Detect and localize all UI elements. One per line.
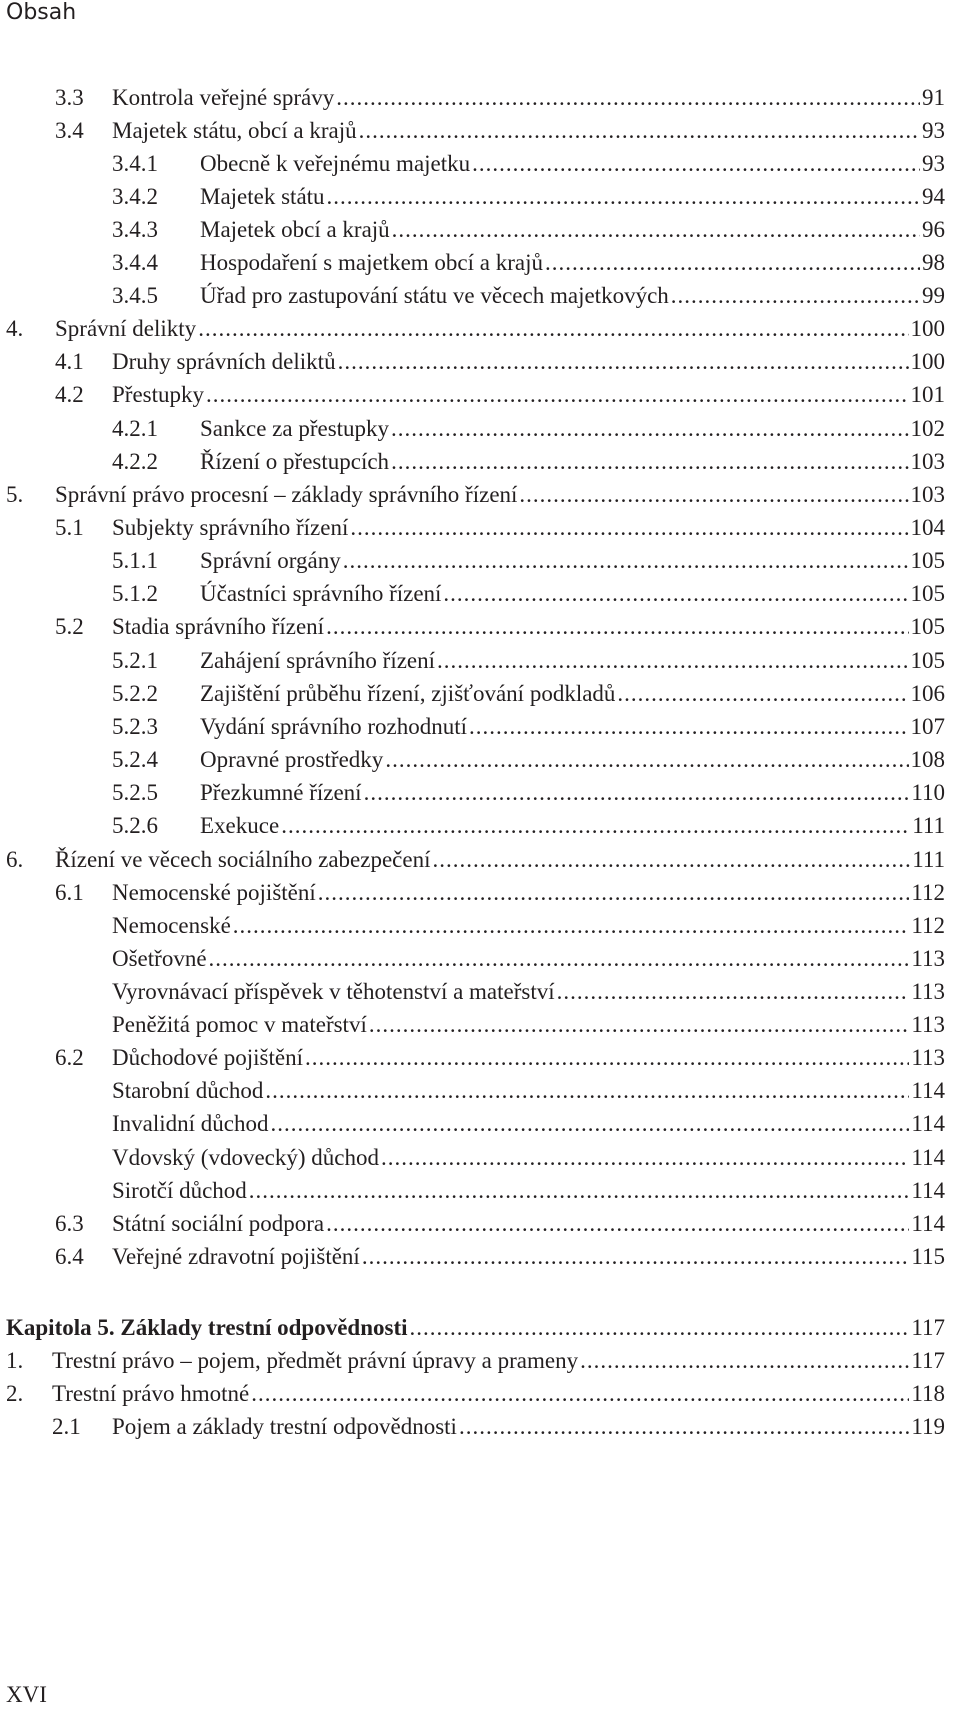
toc-entry-number: 6.2 bbox=[55, 1045, 84, 1070]
toc-entry bbox=[0, 378, 945, 412]
dot-leader bbox=[198, 312, 908, 346]
toc-entry bbox=[0, 610, 945, 644]
toc-entry bbox=[0, 909, 945, 943]
toc-entry-page: 117 bbox=[911, 1315, 945, 1340]
toc-entry-title: Druhy správních deliktů bbox=[112, 349, 336, 374]
toc-entry-title: Subjekty správního řízení bbox=[112, 515, 349, 540]
toc-entry-page: 111 bbox=[912, 813, 945, 838]
toc-entry-title: Veřejné zdravotní pojištění bbox=[112, 1244, 360, 1269]
toc-entry-page: 105 bbox=[910, 581, 945, 606]
toc-entry-title: Starobní důchod bbox=[112, 1078, 264, 1103]
dot-leader bbox=[617, 677, 908, 711]
toc-entry-title: Invalidní důchod bbox=[112, 1111, 269, 1136]
toc-entry bbox=[0, 1107, 945, 1141]
toc-entry-page: 100 bbox=[910, 349, 945, 374]
toc-entry-title: Vyrovnávací příspěvek v těhotenství a mateřství bbox=[112, 979, 555, 1004]
toc-entry bbox=[0, 81, 945, 115]
dot-leader bbox=[233, 909, 910, 943]
toc-entry-number: 5.1.2 bbox=[112, 581, 158, 606]
toc-entry-title: Kapitola 5. Základy trestní odpovědnosti bbox=[6, 1315, 408, 1340]
dot-leader bbox=[326, 1207, 909, 1241]
dot-leader bbox=[545, 246, 920, 280]
toc-entry-page: 105 bbox=[910, 614, 945, 639]
toc-entry-number: 5.2.2 bbox=[112, 681, 158, 706]
dot-leader bbox=[206, 378, 909, 412]
toc-entry-number: 2. bbox=[6, 1381, 24, 1406]
toc-entry bbox=[0, 213, 945, 247]
toc-entry-title: Nemocenské bbox=[112, 913, 231, 938]
toc-entry-page: 101 bbox=[910, 382, 945, 407]
toc-entry bbox=[0, 1041, 945, 1075]
dot-leader bbox=[469, 710, 908, 744]
toc-entry-page: 113 bbox=[911, 1045, 945, 1070]
toc-entry bbox=[0, 1008, 945, 1042]
toc-entry-number: 3.4.5 bbox=[112, 283, 158, 308]
toc-entry-number: 5. bbox=[6, 482, 24, 507]
toc-entry-page: 119 bbox=[911, 1414, 945, 1439]
dot-leader bbox=[671, 279, 920, 313]
dot-leader bbox=[281, 809, 910, 843]
toc-entry-number: 4.2 bbox=[55, 382, 84, 407]
dot-leader bbox=[265, 1074, 909, 1108]
toc-entry-page: 117 bbox=[911, 1348, 945, 1373]
dot-leader bbox=[391, 412, 908, 446]
dot-leader bbox=[443, 577, 908, 611]
dot-leader bbox=[392, 213, 920, 247]
toc-entry bbox=[0, 1240, 945, 1274]
toc-entry-number: 3.4.4 bbox=[112, 250, 158, 275]
dot-leader bbox=[318, 876, 910, 910]
dot-leader bbox=[432, 843, 910, 877]
toc-entry-title: Důchodové pojištění bbox=[112, 1045, 303, 1070]
toc-entry bbox=[0, 644, 945, 678]
toc-entry-number: 6.4 bbox=[55, 1244, 84, 1269]
toc-entry-title: Vydání správního rozhodnutí bbox=[200, 714, 468, 739]
dot-leader bbox=[557, 975, 910, 1009]
toc-entry bbox=[0, 809, 945, 843]
dot-leader bbox=[336, 81, 920, 115]
toc-entry bbox=[0, 975, 945, 1009]
toc-entry-title: Řízení ve věcech sociálního zabezpečení bbox=[55, 847, 431, 872]
toc-entry-number: 3.3 bbox=[55, 85, 84, 110]
toc-entry bbox=[0, 1174, 945, 1208]
toc-entry-title: Stadia správního řízení bbox=[112, 614, 325, 639]
toc-entry-page: 113 bbox=[911, 1012, 945, 1037]
toc-entry bbox=[0, 279, 945, 313]
toc-entry bbox=[0, 942, 945, 976]
running-head: Obsah bbox=[6, 0, 77, 25]
toc-entry bbox=[0, 478, 945, 512]
toc-entry-page: 110 bbox=[911, 780, 945, 805]
toc-entry bbox=[0, 677, 945, 711]
toc-entry-number: 4.2.2 bbox=[112, 449, 158, 474]
dot-leader bbox=[385, 743, 908, 777]
toc-entry-title: Obecně k veřejnému majetku bbox=[200, 151, 471, 176]
toc-entry-number: 5.1.1 bbox=[112, 548, 158, 573]
dot-leader bbox=[580, 1344, 909, 1378]
toc-entry-page: 96 bbox=[922, 217, 945, 242]
toc-entry-title: Kontrola veřejné správy bbox=[112, 85, 335, 110]
toc-entry-title: Majetek státu, obcí a krajů bbox=[112, 118, 357, 143]
dot-leader bbox=[362, 1240, 910, 1274]
toc-entry bbox=[0, 345, 945, 379]
toc-entry-number: 5.2.6 bbox=[112, 813, 158, 838]
toc-entry bbox=[0, 876, 945, 910]
dot-leader bbox=[251, 1377, 909, 1411]
toc-entry-page: 114 bbox=[911, 1178, 945, 1203]
dot-leader bbox=[410, 1311, 910, 1345]
dot-leader bbox=[209, 942, 910, 976]
toc-entry-number: 6.1 bbox=[55, 880, 84, 905]
toc-entry bbox=[0, 1074, 945, 1108]
toc-entry bbox=[0, 1207, 945, 1241]
toc-entry bbox=[0, 1377, 945, 1411]
toc-entry-number: 5.2.3 bbox=[112, 714, 158, 739]
toc-entry-page: 102 bbox=[910, 416, 945, 441]
toc-entry-number: 5.2.4 bbox=[112, 747, 158, 772]
toc-entry bbox=[0, 710, 945, 744]
toc-entry-title: Exekuce bbox=[200, 813, 280, 838]
toc-entry-number: 3.4.1 bbox=[112, 151, 158, 176]
toc-entry-page: 93 bbox=[922, 118, 945, 143]
toc-entry bbox=[0, 412, 945, 446]
dot-leader bbox=[391, 445, 908, 479]
toc-entry bbox=[0, 114, 945, 148]
toc-entry bbox=[0, 1410, 945, 1444]
toc-entry-page: 118 bbox=[911, 1381, 945, 1406]
toc-entry bbox=[0, 1311, 945, 1345]
toc-entry-title: Hospodaření s majetkem obcí a krajů bbox=[200, 250, 543, 275]
toc-entry-title: Trestní právo hmotné bbox=[52, 1381, 250, 1406]
toc-entry-page: 94 bbox=[922, 184, 945, 209]
toc-entry-title: Sankce za přestupky bbox=[200, 416, 390, 441]
toc-entry-number: 4. bbox=[6, 316, 24, 341]
dot-leader bbox=[271, 1107, 910, 1141]
toc-entry bbox=[0, 544, 945, 578]
toc-entry-page: 103 bbox=[910, 449, 945, 474]
toc-entry-title: Peněžitá pomoc v mateřství bbox=[112, 1012, 367, 1037]
toc-entry-title: Trestní právo – pojem, předmět právní úpravy a prameny bbox=[52, 1348, 579, 1373]
toc-entry-page: 112 bbox=[911, 913, 945, 938]
toc-entry-title: Nemocenské pojištění bbox=[112, 880, 316, 905]
toc-entry-number: 2.1 bbox=[52, 1414, 81, 1439]
dot-leader bbox=[350, 511, 908, 545]
toc-entry-page: 113 bbox=[911, 979, 945, 1004]
dot-leader bbox=[364, 776, 910, 810]
toc-entry-page: 103 bbox=[910, 482, 945, 507]
toc-entry-page: 91 bbox=[922, 85, 945, 110]
toc-entry bbox=[0, 312, 945, 346]
dot-leader bbox=[381, 1141, 909, 1175]
toc-entry-number: 5.2.1 bbox=[112, 648, 158, 673]
toc-entry-page: 115 bbox=[911, 1244, 945, 1269]
toc-entry-title: Správní orgány bbox=[200, 548, 341, 573]
toc-entry-title: Účastníci správního řízení bbox=[200, 581, 442, 606]
toc-entry-page: 100 bbox=[910, 316, 945, 341]
toc-entry-page: 105 bbox=[910, 648, 945, 673]
toc-entry-page: 114 bbox=[911, 1145, 945, 1170]
toc-entry-page: 111 bbox=[912, 847, 945, 872]
toc-entry-title: Majetek státu bbox=[200, 184, 325, 209]
toc-entry-title: Zajištění průběhu řízení, zjišťování podkladů bbox=[200, 681, 616, 706]
toc-entry-page: 114 bbox=[911, 1078, 945, 1103]
toc-entry-page: 114 bbox=[911, 1211, 945, 1236]
toc-entry-title: Ošetřovné bbox=[112, 946, 207, 971]
dot-leader bbox=[343, 544, 909, 578]
toc-entry-title: Zahájení správního řízení bbox=[200, 648, 436, 673]
toc-entry-page: 105 bbox=[910, 548, 945, 573]
toc-entry bbox=[0, 1141, 945, 1175]
toc-entry bbox=[0, 147, 945, 181]
toc-entry-page: 106 bbox=[910, 681, 945, 706]
page-folio: XVI bbox=[6, 1682, 47, 1707]
toc-entry bbox=[0, 743, 945, 777]
toc-entry bbox=[0, 1344, 945, 1378]
toc-entry-title: Úřad pro zastupování státu ve věcech majetkových bbox=[200, 283, 669, 308]
dot-leader bbox=[437, 644, 908, 678]
toc-entry-title: Sirotčí důchod bbox=[112, 1178, 247, 1203]
toc-entry-number: 4.1 bbox=[55, 349, 84, 374]
toc-entry-number: 5.1 bbox=[55, 515, 84, 540]
toc-entry-page: 108 bbox=[910, 747, 945, 772]
toc-entry-title: Přezkumné řízení bbox=[200, 780, 362, 805]
dot-leader bbox=[326, 610, 908, 644]
toc-entry-number: 1. bbox=[6, 1348, 24, 1373]
toc-entry-title: Řízení o přestupcích bbox=[200, 449, 390, 474]
dot-leader bbox=[305, 1041, 909, 1075]
dot-leader bbox=[369, 1008, 910, 1042]
toc-entry-title: Správní delikty bbox=[55, 316, 197, 341]
dot-leader bbox=[338, 345, 909, 379]
toc-entry-title: Opravné prostředky bbox=[200, 747, 384, 772]
toc-entry bbox=[0, 445, 945, 479]
toc-entry-page: 107 bbox=[910, 714, 945, 739]
toc-entry-page: 104 bbox=[910, 515, 945, 540]
toc-entry-number: 4.2.1 bbox=[112, 416, 158, 441]
toc-entry-title: Přestupky bbox=[112, 382, 204, 407]
toc-entry bbox=[0, 843, 945, 877]
toc-entry-number: 5.2.5 bbox=[112, 780, 158, 805]
toc-entry-page: 114 bbox=[911, 1111, 945, 1136]
toc-entry-title: Pojem a základy trestní odpovědnosti bbox=[112, 1414, 457, 1439]
toc-entry-number: 6. bbox=[6, 847, 24, 872]
toc-entry-title: Správní právo procesní – základy správního řízení bbox=[55, 482, 518, 507]
dot-leader bbox=[472, 147, 920, 181]
dot-leader bbox=[327, 180, 920, 214]
toc-entry bbox=[0, 776, 945, 810]
toc-entry bbox=[0, 180, 945, 214]
toc-entry-title: Majetek obcí a krajů bbox=[200, 217, 390, 242]
toc-entry-page: 93 bbox=[922, 151, 945, 176]
toc-entry-title: Státní sociální podpora bbox=[112, 1211, 325, 1236]
toc-entry-page: 113 bbox=[911, 946, 945, 971]
dot-leader bbox=[359, 114, 920, 148]
dot-leader bbox=[459, 1410, 909, 1444]
toc-entry-number: 3.4.3 bbox=[112, 217, 158, 242]
toc-entry-page: 98 bbox=[922, 250, 945, 275]
toc-entry-page: 112 bbox=[911, 880, 945, 905]
toc-entry-number: 3.4 bbox=[55, 118, 84, 143]
toc-entry-page: 99 bbox=[922, 283, 945, 308]
toc-entry-number: 3.4.2 bbox=[112, 184, 158, 209]
dot-leader bbox=[249, 1174, 910, 1208]
toc-entry-number: 5.2 bbox=[55, 614, 84, 639]
toc-entry bbox=[0, 511, 945, 545]
toc-entry bbox=[0, 577, 945, 611]
toc-entry bbox=[0, 246, 945, 280]
toc-entry-title: Vdovský (vdovecký) důchod bbox=[112, 1145, 380, 1170]
dot-leader bbox=[519, 478, 908, 512]
toc-entry-number: 6.3 bbox=[55, 1211, 84, 1236]
